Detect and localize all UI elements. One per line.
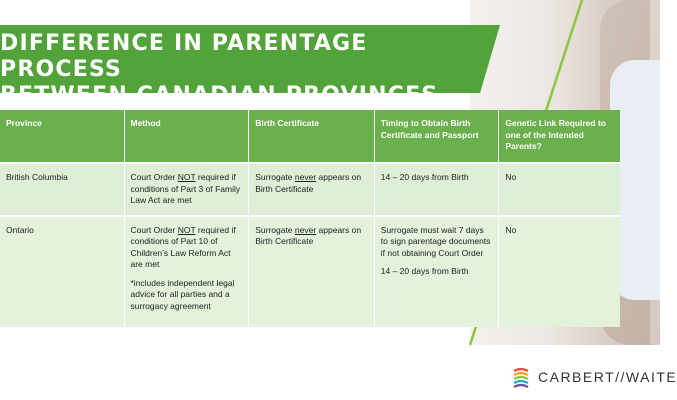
cell-timing: 14 – 20 days from Birth [374, 163, 499, 216]
slide-title [0, 31, 480, 109]
table-header-row [0, 110, 620, 163]
title-line-2: BETWEEN CANADIAN PROVINCES [0, 83, 439, 108]
header-method: Method [124, 110, 249, 163]
table-row [0, 163, 620, 216]
cell-genetic-link: No [499, 216, 620, 328]
method-paragraph [131, 225, 243, 271]
header-timing: Timing to Obtain Birth Certificate and Passport [374, 110, 499, 163]
header-province: Province [0, 110, 124, 163]
cert-text-pre: Surrogate [255, 172, 295, 182]
method-text-pre: Court Order [130, 224, 178, 235]
cert-text-emph: never [294, 172, 317, 182]
header-genetic-link: Genetic Link Required to one of the Intended Parents? [499, 110, 620, 163]
cell-birth-certificate [249, 216, 375, 328]
brand-name: CARBERT//WAITE [538, 369, 677, 385]
cell-method [124, 163, 249, 216]
method-text-emph: NOT [177, 172, 196, 182]
method-text-emph: NOT [177, 224, 196, 235]
cell-method [124, 216, 249, 328]
method-note: *includes independent legal advice for all parties and a surrogacy agreement [130, 277, 235, 311]
cell-province: British Columbia [0, 163, 124, 216]
method-text-post: required if conditions of Part 10 of Children’s Law Reform Act are met [130, 224, 236, 269]
timing-paragraph-1: Surrogate must wait 7 days to sign parentage documents if not obtaining Court Order [380, 224, 491, 258]
brand-logo-icon [512, 367, 530, 389]
cert-text-pre: Surrogate [255, 224, 295, 235]
parentage-comparison-table [0, 110, 620, 327]
timing-paragraph-2: 14 – 20 days from Birth [380, 266, 469, 276]
method-text-pre: Court Order [130, 172, 178, 182]
cert-text-emph: never [294, 224, 317, 235]
method-text-post: required if conditions of Part 3 of Family Law Act are met [130, 172, 241, 205]
table-row [0, 216, 620, 328]
cert-text-post: appears on Birth Certificate [255, 172, 362, 194]
cell-genetic-link: No [499, 163, 620, 216]
cert-text-post: appears on Birth Certificate [255, 224, 362, 246]
title-line-1: DIFFERENCE IN PARENTAGE PROCESS [0, 31, 368, 82]
header-birth-certificate: Birth Certificate [249, 110, 375, 163]
cell-timing [374, 216, 499, 328]
cell-birth-certificate [249, 163, 375, 216]
cell-province: Ontario [0, 216, 124, 328]
